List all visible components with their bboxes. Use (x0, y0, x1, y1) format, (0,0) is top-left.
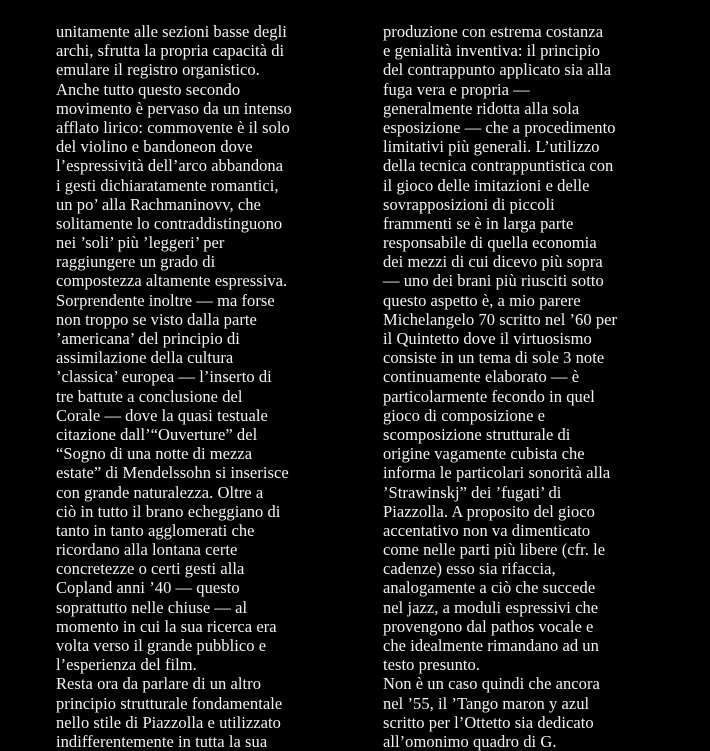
text-line: ’Strawinskj” dei ’fugati’ di (383, 482, 562, 502)
text-line: Anche tutto questo secondo (56, 79, 241, 99)
text-line: della tecnica contrappuntistica con (383, 156, 614, 176)
text-line: accentativo non va dimenticato (383, 520, 591, 540)
text-line: Non è un caso quindi che ancora (383, 674, 600, 694)
text-line: unitamente alle sezioni basse degli (56, 22, 287, 41)
text-line: compostezza altamente espressiva. (56, 271, 288, 291)
text-line: informa le particolari sonorità alla (383, 463, 611, 483)
text-line: Corale — dove la quasi testuale (56, 405, 268, 425)
text-line: nello stile di Piazzolla e utilizzato (56, 712, 281, 732)
text-line: ciò in tutto il brano echeggiano di (56, 501, 281, 521)
text-line: ’classica’ europea — l’inserto di (56, 367, 272, 387)
text-line: nel jazz, a moduli espressivi che (383, 597, 599, 617)
text-line: estate” di Mendelssohn si inserisce (56, 463, 289, 483)
text-line: e genialità inventiva: il principio (383, 41, 601, 61)
text-line: tre battute a conclusione del (56, 386, 243, 406)
text-line: nei ’soli’ più ’leggeri’ per (56, 233, 225, 253)
text-line: afflato lirico: commovente è il solo (56, 117, 290, 137)
text-line: fuga vera e propria — (383, 79, 530, 99)
text-line: particolarmente fecondo in quel (383, 386, 595, 406)
text-line: indifferentemente in tutta la sua (56, 731, 268, 751)
text-line: sovrapposizioni di piccoli (383, 194, 555, 214)
text-column-left (56, 22, 336, 751)
text-line: testo presunto. (383, 655, 480, 675)
text-line: come nelle parti più libere (cfr. le (383, 540, 606, 560)
text-line: consiste in un tema di sole 3 note (383, 348, 605, 368)
text-line: frammenti se è in larga parte (383, 213, 574, 233)
text-line: questo aspetto è, a mio parere (383, 290, 581, 310)
text-line: l’espressività dell’arco abbandona (56, 156, 284, 176)
text-line: origine vagamente cubista che (383, 444, 585, 464)
text-line: responsabile di quella economia (383, 233, 597, 253)
text-line: l’esperienza del film. (56, 655, 197, 675)
text-line: analogamente a ciò che succede (383, 578, 596, 598)
text-line: esposizione — che a procedimento (383, 117, 616, 137)
text-line: dei mezzi di cui dicevo più sopra (383, 252, 603, 272)
text-line: all’omonimo quadro di G. (383, 731, 557, 751)
text-line: scomposizione strutturale di (383, 424, 571, 444)
text-line: Michelangelo 70 scritto nel ’60 per (383, 309, 618, 329)
text-line: produzione con estrema costanza (383, 22, 604, 41)
text-line: il Quintetto dove il virtuosismo (383, 329, 592, 348)
text-line: assimilazione della cultura (56, 348, 234, 368)
text-line: provengono dal pathos vocale e (383, 616, 594, 636)
text-line: cadenze) esso sia rifaccia, (383, 559, 556, 579)
text-line: soprattutto nelle chiuse — al (56, 597, 248, 617)
text-line: tanto in tanto agglomerati che (56, 520, 255, 540)
text-line: raggiungere un grado di (56, 252, 216, 272)
text-line: gioco di composizione e (383, 405, 545, 425)
text-line: non troppo se visto dalla parte (56, 309, 257, 329)
text-line: generalmente ridotta alla sola (383, 98, 580, 118)
text-line: Piazzolla. A proposito del gioco (383, 501, 595, 521)
text-line: con grande naturalezza. Oltre a (56, 482, 264, 502)
text-line: limitativi più generali. L’utilizzo (383, 137, 600, 157)
text-line: i gesti dichiaratamente romantici, (56, 175, 279, 195)
text-line: Copland anni ’40 — questo (56, 578, 240, 598)
text-line: “Sogno di una notte di mezza (56, 444, 253, 464)
text-line: che idealmente rimandano ad un (383, 636, 599, 655)
text-line: ’americana’ del principio di (56, 329, 240, 348)
text-line: volta verso il grande pubblico e (56, 636, 267, 655)
text-line: movimento è pervaso da un intenso (56, 98, 292, 118)
text-line: emulare il registro organistico. (56, 60, 260, 80)
text-line: Resta ora da parlare di un altro (56, 674, 262, 694)
text-line: citazione dall’“Ouverture” del (56, 424, 258, 444)
text-line: il gioco delle imitazioni e delle (383, 175, 590, 195)
text-line: scritto per l’Ottetto sia dedicato (383, 712, 594, 732)
text-line: solitamente lo contraddistinguono (56, 213, 283, 233)
text-line: concretezze o certi gesti alla (56, 559, 245, 579)
text-line: del violino e bandoneon dove (56, 137, 253, 157)
text-line: continuamente elaborato — è (383, 367, 580, 387)
text-line: un po’ alla Rachmaninovv, che (56, 194, 261, 214)
text-line: nel ’55, il ’Tango maron y azul (383, 693, 590, 713)
text-line: archi, sfrutta la propria capacità di (56, 41, 285, 61)
text-column-right (383, 22, 663, 751)
text-line: momento in cui la sua ricerca era (56, 616, 277, 636)
text-line: Sorprendente inoltre — ma forse (56, 290, 275, 310)
text-line: ricordano alla lontana certe (56, 540, 238, 560)
text-line: — uno dei brani più riusciti sotto (383, 271, 604, 291)
text-line: principio strutturale fondamentale (56, 693, 283, 713)
text-line: del contrappunto applicato sia alla (383, 60, 612, 80)
